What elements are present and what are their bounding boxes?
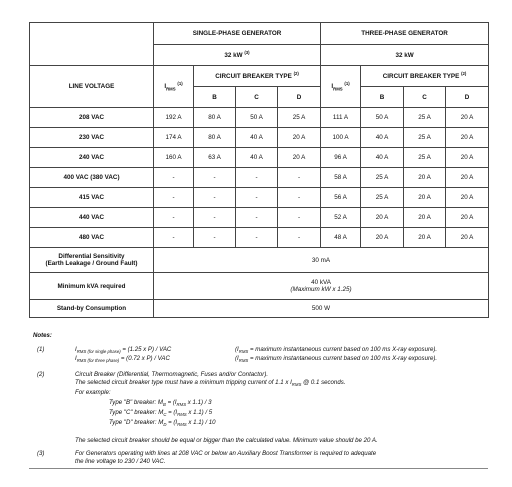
three-phase-header: THREE-PHASE GENERATOR (321, 23, 489, 45)
single-irms-cell: 160 A (154, 148, 194, 168)
single-b-cell: 63 A (194, 148, 236, 168)
single-phase-power: 32 kW $^{(3)}$ (154, 45, 321, 66)
three-c-cell: 25 A (404, 128, 446, 148)
note-2-number: (2) (37, 371, 45, 379)
voltage-cell: 415 VAC (30, 188, 154, 208)
voltage-cell: 480 VAC (30, 228, 154, 248)
single-d-cell: 25 A (278, 108, 321, 128)
single-d-cell: - (278, 208, 321, 228)
notes-section (33, 332, 488, 465)
note-1 (33, 346, 488, 366)
single-d-cell: 20 A (278, 128, 321, 148)
three-b-cell: 20 A (361, 208, 404, 228)
table-row (30, 228, 489, 248)
single-b-cell: - (194, 208, 236, 228)
three-irms-cell: 111 A (321, 108, 361, 128)
min-kva-value: 40 kVA (Maximum kW x 1.25) (154, 273, 489, 300)
min-kva-row (30, 273, 489, 300)
three-irms-header: $I_{RMS}$ $^{(1)}$ (321, 66, 361, 108)
notes-title: Notes: (33, 332, 52, 339)
table-row (30, 128, 489, 148)
table-row (30, 188, 489, 208)
voltage-cell: 240 VAC (30, 148, 154, 168)
min-kva-label: Minimum kVA required (30, 273, 154, 300)
three-d-cell: 20 A (446, 188, 489, 208)
breaker-c-formula: Type "C" breaker: $M_C = (I_{RMS}$ x 1.1) / 5 (109, 409, 213, 418)
three-irms-cell: 58 A (321, 168, 361, 188)
single-irms-cell: - (154, 228, 194, 248)
note-3 (33, 450, 488, 465)
single-irms-cell: 192 A (154, 108, 194, 128)
table-row (30, 208, 489, 228)
voltage-cell: 440 VAC (30, 208, 154, 228)
three-c-cell: 20 A (404, 188, 446, 208)
three-c-cell: 20 A (404, 168, 446, 188)
three-c-cell: 25 A (404, 108, 446, 128)
single-b-cell: 80 A (194, 128, 236, 148)
three-b-cell: 40 A (361, 128, 404, 148)
single-cb-type-header: CIRCUIT BREAKER TYPE $^{(2)}$ (194, 66, 321, 87)
three-b-cell: 50 A (361, 108, 404, 128)
three-c-cell: 25 A (404, 148, 446, 168)
three-b-cell: 25 A (361, 168, 404, 188)
three-phase-power: 32 kW (321, 45, 489, 66)
note-1-line-1: $I_{RMS (for single phase)} = (1.25$ x P) / VAC ($I_{RMS}$ = maximum instantaneous current based on 100 ms X-ray exposure). (75, 345, 438, 354)
single-c-cell: - (236, 228, 278, 248)
sensitivity-value: 30 mA (154, 248, 489, 273)
single-d-cell: - (278, 188, 321, 208)
voltage-cell: 400 VAC (380 VAC) (30, 168, 154, 188)
note-3-number: (3) (37, 450, 45, 458)
single-c-cell: 40 A (236, 148, 278, 168)
three-d-cell: 20 A (446, 168, 489, 188)
single-d-cell: 20 A (278, 148, 321, 168)
single-b-cell: 80 A (194, 108, 236, 128)
single-b-cell: - (194, 188, 236, 208)
table-row (30, 168, 489, 188)
standby-label: Stand-by Consumption (30, 300, 154, 318)
note-3-line-1: For Generators operating with lines at 208 VAC or below an Auxiliary Boost Transformer is required to adequate (75, 450, 377, 458)
three-b-cell: 20 A (361, 228, 404, 248)
three-irms-cell: 56 A (321, 188, 361, 208)
three-irms-cell: 52 A (321, 208, 361, 228)
table-row (30, 108, 489, 128)
three-d-cell: 20 A (446, 228, 489, 248)
three-d-cell: 20 A (446, 208, 489, 228)
three-c-cell: 20 A (404, 208, 446, 228)
three-cb-type-header: CIRCUIT BREAKER TYPE $^{(2)}$ (361, 66, 489, 87)
sensitivity-row (30, 248, 489, 273)
blank-corner-cell (30, 23, 154, 66)
note-1-line-2: $I_{RMS (for three phase)} = (0.72$ x P) / VAC ($I_{RMS}$ = maximum instantaneous current based on 100 ms X-ray exposure). (75, 355, 438, 364)
single-c-cell: 50 A (236, 108, 278, 128)
three-d-cell: 20 A (446, 108, 489, 128)
three-b-cell: 40 A (361, 148, 404, 168)
standby-row (30, 300, 489, 318)
single-d-cell: - (278, 168, 321, 188)
three-irms-cell: 100 A (321, 128, 361, 148)
three-b-cell: 25 A (361, 188, 404, 208)
three-irms-cell: 96 A (321, 148, 361, 168)
three-d-cell: 20 A (446, 128, 489, 148)
single-phase-header: SINGLE-PHASE GENERATOR (154, 23, 321, 45)
single-col-b: B (194, 87, 236, 108)
single-irms-cell: 174 A (154, 128, 194, 148)
voltage-cell: 208 VAC (30, 108, 154, 128)
single-c-cell: - (236, 208, 278, 228)
three-col-b: B (361, 87, 404, 108)
three-irms-cell: 48 A (321, 228, 361, 248)
note-2-line-1: Circuit Breaker (Differential, Thermomagnetic, Fuses and/or Contactor). (75, 371, 269, 379)
single-irms-header: $I_{RMS}$ $^{(1)}$ (154, 66, 194, 108)
single-col-d: D (278, 87, 321, 108)
single-d-cell: - (278, 228, 321, 248)
single-b-cell: - (194, 228, 236, 248)
line-voltage-header: LINE VOLTAGE (30, 66, 154, 108)
bottom-divider (29, 468, 488, 469)
breaker-d-formula: Type "D" breaker: $M_D = (I_{RMS}$ x 1.1) / 10 (109, 418, 216, 428)
sensitivity-label: Differential Sensitivity (Earth Leakage / Ground Fault) (30, 248, 154, 273)
three-col-c: C (404, 87, 446, 108)
single-c-cell: - (236, 188, 278, 208)
single-b-cell: - (194, 168, 236, 188)
breaker-b-formula: Type "B" breaker: $M_B = (I_{RMS}$ x 1.1) / 3 (109, 399, 212, 408)
three-c-cell: 20 A (404, 228, 446, 248)
standby-value: 500 W (154, 300, 489, 318)
note-2-line-2: The selected circuit breaker type must have a minimum tripping current of 1.1 x $I_{RMS}$ @ 0.1 seconds. (75, 378, 346, 388)
note-3-line-2: the line voltage to 230 / 240 VAC. (75, 457, 166, 465)
table-row (30, 148, 489, 168)
single-irms-cell: - (154, 208, 194, 228)
three-col-d: D (446, 87, 489, 108)
single-irms-cell: - (154, 188, 194, 208)
note-2-line-4: The selected circuit breaker should be equal or bigger than the calculated value. Minimum value should be 20 A. (75, 436, 378, 444)
generator-table (29, 22, 489, 318)
note-1-number: (1) (37, 345, 45, 353)
three-d-cell: 20 A (446, 148, 489, 168)
note-2-line-3: For example: (75, 388, 111, 396)
single-c-cell: 40 A (236, 128, 278, 148)
note-2 (33, 371, 488, 444)
single-irms-cell: - (154, 168, 194, 188)
single-c-cell: - (236, 168, 278, 188)
single-col-c: C (236, 87, 278, 108)
voltage-cell: 230 VAC (30, 128, 154, 148)
